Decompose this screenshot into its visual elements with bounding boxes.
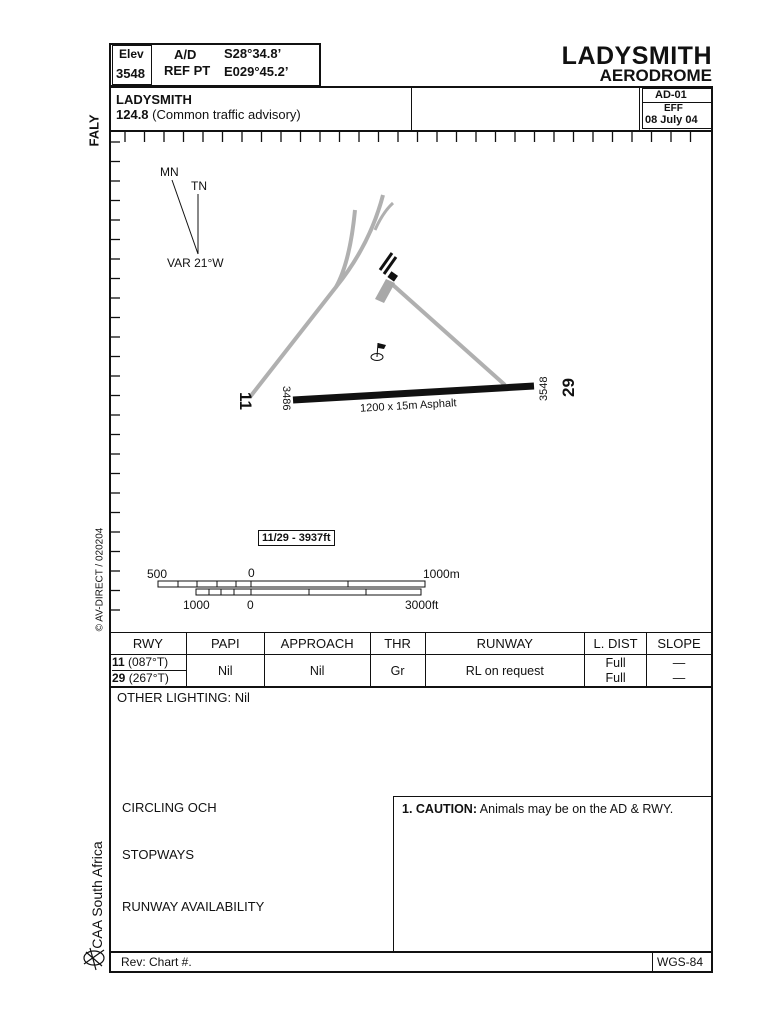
scale-ft-zero: 0	[247, 598, 254, 612]
runway-end-11: 11	[236, 392, 255, 410]
elevation-11: 3486	[280, 386, 292, 411]
table-bottom-rule	[109, 686, 713, 688]
approach-value: Nil	[264, 655, 370, 687]
runway-lighting-value: RL on request	[425, 655, 585, 687]
circling-och: CIRCLING OCH	[122, 800, 217, 815]
ad-label: A/D	[174, 47, 197, 62]
elevation-29: 3548	[538, 376, 550, 401]
header-slope: SLOPE	[647, 633, 712, 655]
scale-ft-left: 1000	[183, 598, 210, 612]
header-papi: PAPI	[186, 633, 264, 655]
lighting-table	[109, 632, 712, 687]
page-title: LADYSMITH	[561, 42, 712, 70]
variation-label: VAR 21°W	[167, 256, 224, 270]
slope-11: —	[672, 655, 686, 670]
copyright-notice: © AV-DIRECT / 020204	[94, 527, 106, 632]
frequency-desc: (Common traffic advisory)	[152, 107, 301, 122]
longitude: E029°45.2’	[224, 64, 289, 79]
windsock-cone	[378, 343, 386, 349]
rwy-11: 11 (087°T)	[112, 655, 169, 669]
chart-number: AD-01	[655, 89, 687, 101]
ref-pt-label: REF PT	[164, 63, 211, 78]
ldist-29: Full	[605, 670, 626, 685]
aerodrome-name: LADYSMITH	[116, 92, 192, 107]
windsock-pole	[377, 343, 378, 357]
header-ldist: L. DIST	[585, 633, 647, 655]
scale-m-right: 1000m	[423, 567, 460, 581]
building	[387, 271, 398, 281]
slope-29: —	[672, 670, 686, 685]
caution-label: 1. CAUTION:	[402, 802, 477, 816]
feet-scale-bar	[196, 589, 421, 595]
papi-value: Nil	[186, 655, 264, 687]
scale-m-zero: 0	[248, 566, 255, 580]
scale-m-left: 500	[147, 567, 168, 581]
frequency: 124.8	[116, 107, 149, 122]
road	[250, 210, 355, 397]
scale-ft-right: 3000ft	[405, 598, 439, 612]
footer-divider	[652, 951, 653, 972]
metre-scale-bar	[158, 581, 425, 587]
elev-value: 3548	[116, 66, 145, 81]
eff-date: 08 July 04	[645, 114, 698, 126]
other-lighting: OTHER LIGHTING: Nil	[117, 690, 250, 705]
runway-end-29: 29	[559, 378, 578, 397]
runway-label: 1200 x 15m Asphalt	[359, 397, 457, 415]
revision-label: Rev: Chart #.	[121, 955, 192, 969]
eff-label: EFF	[664, 103, 683, 114]
table-header-row	[110, 633, 712, 655]
authority-label: CAA South Africa	[89, 841, 105, 949]
runway	[293, 386, 534, 400]
table-row	[110, 655, 712, 687]
tn-label: TN	[191, 179, 207, 193]
latitude: S28°34.8’	[224, 46, 282, 61]
header-approach: APPROACH	[264, 633, 370, 655]
footer-rule	[109, 951, 713, 953]
elev-label: Elev	[119, 47, 144, 61]
ldist-cell	[585, 655, 647, 687]
runway-summary: 11/29 - 3937ft	[258, 530, 335, 546]
runway-availability: RUNWAY AVAILABILITY	[122, 899, 265, 914]
caution-text: Animals may be on the AD & RWY.	[479, 802, 674, 816]
slope-cell	[647, 655, 712, 687]
caution-note	[402, 802, 673, 816]
header-runway: RUNWAY	[425, 633, 585, 655]
page-subtitle: AERODROME	[599, 66, 712, 85]
rwy-cell	[110, 655, 187, 687]
taxiway	[393, 285, 505, 385]
mn-label: MN	[160, 165, 179, 179]
caution-box	[393, 796, 713, 952]
icao-code: FALY	[86, 114, 102, 147]
header-rwy: RWY	[110, 633, 187, 655]
apron	[375, 279, 395, 303]
stopways: STOPWAYS	[122, 847, 194, 862]
ldist-11: Full	[605, 655, 626, 670]
thr-value: Gr	[370, 655, 425, 687]
datum-label: WGS-84	[657, 955, 704, 969]
header-thr: THR	[370, 633, 425, 655]
rwy-29: 29 (267°T)	[112, 670, 186, 686]
